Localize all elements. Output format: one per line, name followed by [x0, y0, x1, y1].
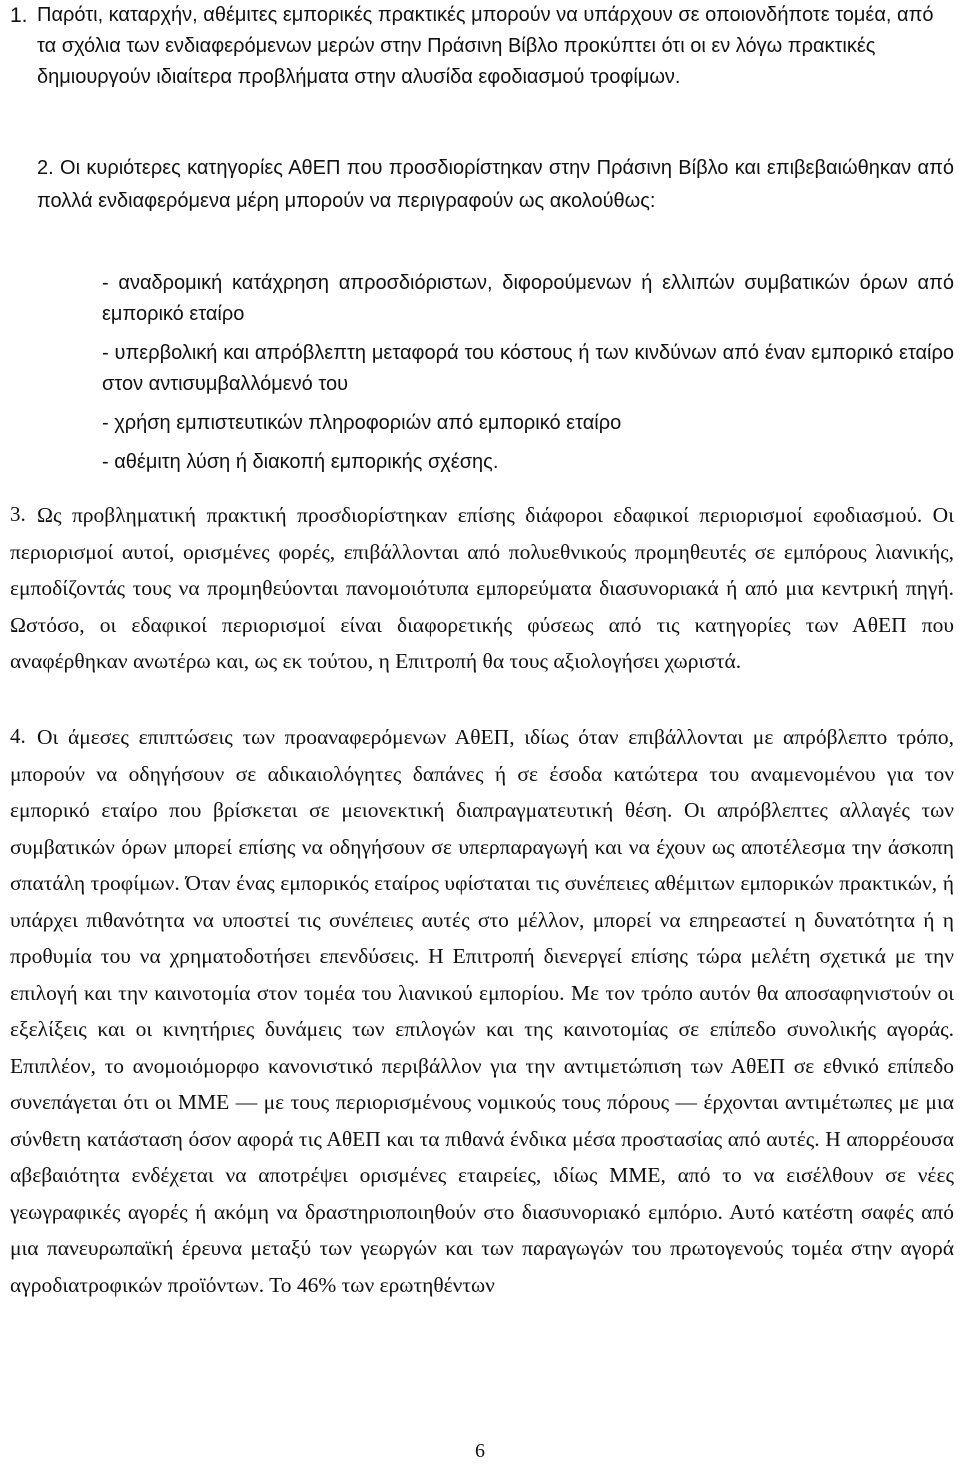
paragraph-text: Παρότι, καταρχήν, αθέμιτες εμπορικές πρακτικές μπορούν να υπάρχουν σε οποιονδήποτε τομέα, από τα σχόλια των ενδιαφερόμενων μερών στην Πράσινη Βίβλο προκύπτει ότι οι εν λόγω πρακτικές δημιουργούν ιδιαίτερα προβλήματα στην αλυσίδα εφοδιασμού τροφίμων.: [37, 4, 934, 88]
paragraph-text-container: [37, 152, 954, 218]
paragraph-number: 2.: [37, 157, 54, 179]
paragraph-text: Ως προβληματική πρακτική προσδιορίστηκαν επίσης διάφοροι εδαφικοί περιορισμοί εφοδιασμού. Οι περιορισμοί αυτοί, ορισμένες φορές, επιβάλλονται από πολυεθνικούς προμηθευτές σε εμπόρους λιανικής, εμποδίζοντάς τους να προμηθεύονται πανομοιότυπα εμπορεύματα διασυνοριακά ή από μια κεντρική πηγή. Ωστόσο, οι εδαφικοί περιορισμοί είναι διαφορετικής φύσεως από τις κατηγορίες των ΑθΕΠ που αναφέρθηκαν ανωτέρω και, ως εκ τούτου, η Επιτροπή θα τους αξιολογήσει χωριστά.: [10, 503, 954, 673]
paragraph-text: Οι κυριότερες κατηγορίες ΑθΕΠ που προσδιορίστηκαν στην Πράσινη Βίβλο και επιβεβαιώθηκαν από πολλά ενδιαφερόμενα μέρη μπορούν να περιγραφούν ως ακολούθως:: [37, 157, 954, 212]
paragraph-4: [10, 719, 954, 1303]
page-number: 6: [475, 1440, 485, 1462]
paragraph-3: [10, 497, 954, 680]
list-item: - χρήση εμπιστευτικών πληροφοριών από εμπορικό εταίρο: [102, 412, 622, 434]
paragraph-text: Οι άμεσες επιπτώσεις των προαναφερόμενων ΑθΕΠ, ιδίως όταν επιβάλλονται με απρόβλεπτο τρόπο, μπορούν να οδηγήσουν σε αδικαιολόγητες δαπάνες ή σε έσοδα κατώτερα του αναμενομένου για τον εμπορικό εταίρο που βρίσκεται σε μειονεκτική διαπραγματευτική θέση. Οι απρόβλεπτες αλλαγές των συμβατικών όρων μπορεί επίσης να οδηγήσουν σε υπερπαραγωγή και να έχουν ως αποτέλεσμα την άσκοπη σπατάλη τροφίμων. Όταν ένας εμπορικός εταίρος υφίσταται τις συνέπειες αθέμιτων εμπορικών πρακτικών, ή υπάρχει πιθανότητα να υποστεί τις συνέπειες αυτές στο μέλλον, μπορεί να επηρεαστεί η δυνατότητα ή η προθυμία του να χρηματοδοτήσει επενδύσεις. Η Επιτροπή διενεργεί επίσης τώρα μελέτη σχετικά με την επιλογή και την καινοτομία στον τομέα του λιανικού εμπορίου. Με τον τρόπο αυτόν θα αποσαφηνιστούν οι εξελίξεις και οι κινητήριες δυνάμεις των επιλογών και της καινοτομίας σε επίπεδο συνολικής αγοράς. Επιπλέον, το ανομοιόμορφο κανονιστικό περιβάλλον για την αντιμετώπιση των ΑθΕΠ σε εθνικό επίπεδο συνεπάγεται ότι οι ΜΜΕ — με τους περιορισμένους νομικούς τους πόρους — έρχονται αντιμέτωπες με μια σύνθετη κατάσταση όσον αφορά τις ΑθΕΠ και τα πιθανά ένδικα μέσα προστασίας από αυτές. Η απορρέουσα αβεβαιότητα ενδέχεται να αποτρέψει ορισμένες εταιρείες, ιδίως ΜΜΕ, από το να εισέλθουν σε νέες γεωγραφικές αγορές ή ακόμη να δραστηριοποιηθούν στο διασυνοριακό εμπόριο. Αυτό κατέστη σαφές από μια πανευρωπαϊκή έρευνα μεταξύ των γεωργών και των παραγωγών του πρωτογενούς τομέα στην αγορά αγροδιατροφικών προϊόντων. Το 46% των ερωτηθέντων: [10, 725, 954, 1297]
paragraph-number: 3.: [10, 502, 26, 526]
bullet-list: [102, 268, 954, 486]
list-item: - αναδρομική κατάχρηση απροσδιόριστων, διφορούμενων ή ελλιπών συμβατικών όρων από εμπορικό εταίρο: [102, 272, 954, 325]
paragraph-1: [10, 0, 954, 93]
list-item: - αθέμιτη λύση ή διακοπή εμπορικής σχέσης.: [102, 451, 499, 473]
paragraph-number: 1.: [10, 4, 28, 27]
paragraph-number: 4.: [10, 724, 26, 748]
list-item: - υπερβολική και απρόβλεπτη μεταφορά του κόστους ή των κινδύνων από έναν εμπορικό εταίρο στον αντισυμβαλλόμενό του: [102, 342, 954, 395]
paragraph-2: [37, 152, 954, 218]
